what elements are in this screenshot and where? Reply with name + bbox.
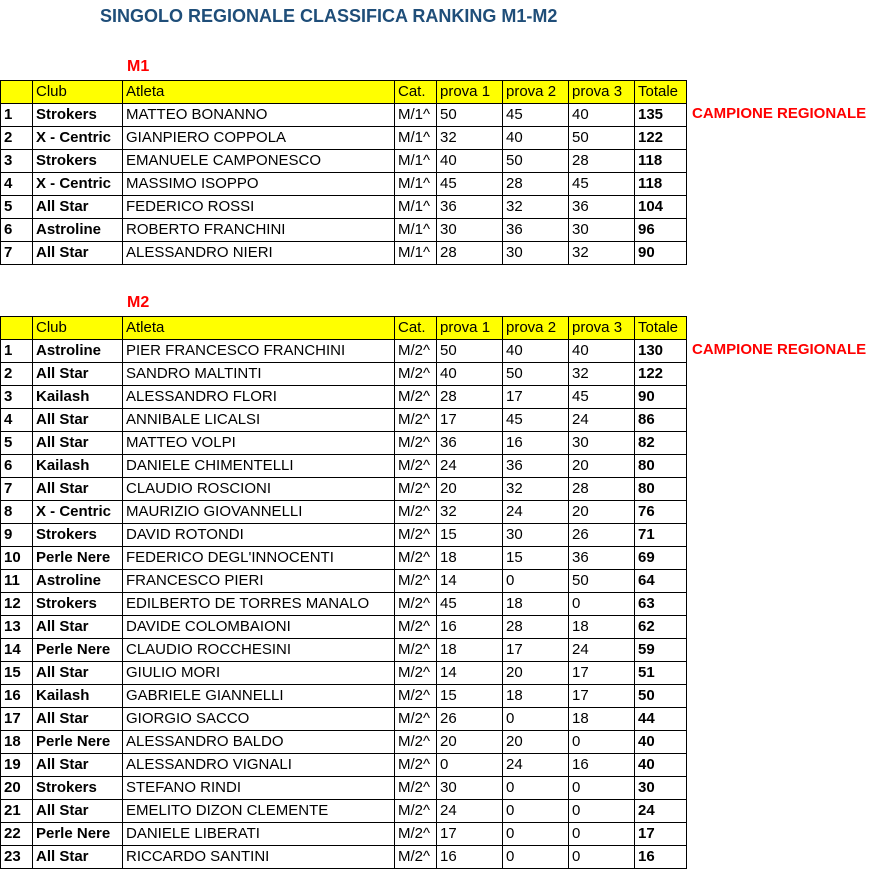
cell-rank: 16 [1,685,33,708]
table-row [1,593,687,616]
cell-prova-3: 0 [569,777,635,800]
cell-total: 62 [635,616,687,639]
header-prova-2: prova 2 [503,317,569,340]
cell-rank: 4 [1,409,33,432]
cell-club: All Star [33,409,123,432]
cell-category: M/2^ [395,685,437,708]
cell-prova-3: 18 [569,616,635,639]
cell-rank: 22 [1,823,33,846]
cell-prova-3: 30 [569,219,635,242]
cell-rank: 1 [1,104,33,127]
cell-prova-1: 45 [437,173,503,196]
cell-club: All Star [33,196,123,219]
cell-rank: 2 [1,127,33,150]
cell-club: X - Centric [33,127,123,150]
cell-prova-3: 30 [569,432,635,455]
table-row [1,478,687,501]
cell-club: Strokers [33,777,123,800]
cell-prova-1: 18 [437,639,503,662]
cell-rank: 2 [1,363,33,386]
cell-prova-2: 15 [503,547,569,570]
champion-label-m1: CAMPIONE REGIONALE [692,105,867,122]
table-row [1,731,687,754]
cell-category: M/2^ [395,731,437,754]
cell-category: M/2^ [395,708,437,731]
cell-rank: 17 [1,708,33,731]
cell-total: 118 [635,150,687,173]
cell-rank: 6 [1,219,33,242]
cell-club: X - Centric [33,173,123,196]
cell-total: 104 [635,196,687,219]
table-row [1,196,687,219]
table-row [1,104,687,127]
cell-total: 17 [635,823,687,846]
cell-club: Strokers [33,593,123,616]
cell-prova-3: 0 [569,731,635,754]
cell-prova-2: 45 [503,104,569,127]
cell-prova-3: 0 [569,823,635,846]
cell-prova-2: 50 [503,363,569,386]
cell-club: X - Centric [33,501,123,524]
cell-rank: 7 [1,478,33,501]
cell-prova-1: 32 [437,127,503,150]
header-club: Club [33,81,123,104]
cell-rank: 3 [1,150,33,173]
cell-total: 44 [635,708,687,731]
cell-athlete: DAVID ROTONDI [123,524,395,547]
cell-prova-1: 40 [437,363,503,386]
cell-total: 30 [635,777,687,800]
cell-club: Kailash [33,455,123,478]
cell-prova-3: 50 [569,127,635,150]
cell-total: 122 [635,363,687,386]
cell-prova-3: 40 [569,104,635,127]
cell-total: 96 [635,219,687,242]
cell-category: M/2^ [395,340,437,363]
ranking-table-m2 [0,316,687,869]
cell-athlete: GIANPIERO COPPOLA [123,127,395,150]
cell-prova-2: 50 [503,150,569,173]
header-athlete: Atleta [123,81,395,104]
cell-total: 59 [635,639,687,662]
cell-prova-1: 18 [437,547,503,570]
cell-category: M/2^ [395,639,437,662]
cell-prova-2: 0 [503,846,569,869]
cell-prova-1: 36 [437,432,503,455]
cell-prova-3: 20 [569,501,635,524]
cell-prova-3: 28 [569,150,635,173]
cell-prova-2: 30 [503,242,569,265]
cell-athlete: ROBERTO FRANCHINI [123,219,395,242]
table-row [1,547,687,570]
header-club: Club [33,317,123,340]
cell-club: Perle Nere [33,639,123,662]
table-row [1,708,687,731]
table-row [1,455,687,478]
table-row [1,173,687,196]
cell-prova-1: 20 [437,478,503,501]
table-row [1,386,687,409]
cell-athlete: EMELITO DIZON CLEMENTE [123,800,395,823]
cell-total: 64 [635,570,687,593]
cell-club: All Star [33,242,123,265]
cell-prova-2: 20 [503,731,569,754]
cell-prova-1: 0 [437,754,503,777]
cell-prova-1: 50 [437,104,503,127]
cell-prova-3: 0 [569,593,635,616]
cell-prova-3: 32 [569,363,635,386]
header-prova-3: prova 3 [569,81,635,104]
cell-total: 50 [635,685,687,708]
cell-athlete: FRANCESCO PIERI [123,570,395,593]
cell-prova-2: 16 [503,432,569,455]
cell-prova-2: 45 [503,409,569,432]
cell-prova-1: 20 [437,731,503,754]
cell-rank: 4 [1,173,33,196]
cell-rank: 5 [1,432,33,455]
table-row [1,127,687,150]
cell-category: M/1^ [395,150,437,173]
cell-category: M/2^ [395,570,437,593]
table-header-row [1,317,687,340]
cell-prova-2: 24 [503,754,569,777]
cell-rank: 20 [1,777,33,800]
cell-prova-1: 28 [437,386,503,409]
cell-total: 51 [635,662,687,685]
table-row [1,662,687,685]
cell-prova-1: 16 [437,616,503,639]
cell-prova-1: 14 [437,570,503,593]
cell-total: 24 [635,800,687,823]
cell-category: M/2^ [395,478,437,501]
cell-club: Perle Nere [33,823,123,846]
cell-athlete: DANIELE LIBERATI [123,823,395,846]
cell-rank: 14 [1,639,33,662]
cell-club: All Star [33,616,123,639]
cell-rank: 9 [1,524,33,547]
cell-category: M/2^ [395,432,437,455]
cell-club: Perle Nere [33,731,123,754]
cell-club: All Star [33,754,123,777]
cell-athlete: RICCARDO SANTINI [123,846,395,869]
cell-total: 80 [635,478,687,501]
table-row [1,242,687,265]
cell-prova-3: 18 [569,708,635,731]
cell-prova-2: 36 [503,219,569,242]
table-row [1,570,687,593]
header-category: Cat. [395,317,437,340]
cell-prova-1: 50 [437,340,503,363]
cell-prova-3: 17 [569,685,635,708]
cell-total: 76 [635,501,687,524]
header-total: Totale [635,317,687,340]
cell-prova-3: 32 [569,242,635,265]
cell-athlete: MATTEO BONANNO [123,104,395,127]
cell-category: M/1^ [395,173,437,196]
cell-prova-3: 0 [569,800,635,823]
cell-total: 40 [635,754,687,777]
champion-label-m2: CAMPIONE REGIONALE [692,341,867,358]
cell-category: M/2^ [395,800,437,823]
cell-prova-2: 0 [503,823,569,846]
cell-rank: 1 [1,340,33,363]
cell-prova-3: 26 [569,524,635,547]
cell-prova-3: 17 [569,662,635,685]
cell-prova-3: 36 [569,547,635,570]
cell-prova-1: 40 [437,150,503,173]
table-row [1,432,687,455]
cell-prova-2: 40 [503,127,569,150]
cell-prova-2: 20 [503,662,569,685]
cell-prova-3: 16 [569,754,635,777]
cell-prova-1: 17 [437,823,503,846]
cell-total: 80 [635,455,687,478]
page-title: SINGOLO REGIONALE CLASSIFICA RANKING M1-M2 [100,6,558,26]
table-row [1,754,687,777]
cell-athlete: EDILBERTO DE TORRES MANALO [123,593,395,616]
cell-club: Astroline [33,219,123,242]
cell-prova-2: 0 [503,708,569,731]
cell-club: All Star [33,363,123,386]
cell-prova-2: 24 [503,501,569,524]
cell-prova-2: 0 [503,570,569,593]
cell-prova-1: 15 [437,524,503,547]
cell-prova-2: 36 [503,455,569,478]
table-row [1,219,687,242]
cell-prova-1: 30 [437,777,503,800]
cell-prova-2: 28 [503,173,569,196]
cell-athlete: FEDERICO DEGL'INNOCENTI [123,547,395,570]
cell-rank: 23 [1,846,33,869]
cell-total: 40 [635,731,687,754]
cell-prova-2: 0 [503,777,569,800]
cell-prova-2: 17 [503,386,569,409]
cell-category: M/2^ [395,823,437,846]
cell-prova-2: 28 [503,616,569,639]
cell-club: All Star [33,478,123,501]
table-row [1,685,687,708]
cell-prova-3: 45 [569,173,635,196]
header-prova-1: prova 1 [437,81,503,104]
cell-category: M/2^ [395,777,437,800]
cell-category: M/2^ [395,593,437,616]
cell-prova-1: 26 [437,708,503,731]
section-label-m2: M2 [127,294,150,311]
table-row [1,524,687,547]
cell-club: Strokers [33,150,123,173]
cell-athlete: ALESSANDRO FLORI [123,386,395,409]
cell-rank: 6 [1,455,33,478]
cell-rank: 18 [1,731,33,754]
cell-prova-1: 14 [437,662,503,685]
cell-club: All Star [33,846,123,869]
table-row [1,777,687,800]
cell-prova-2: 40 [503,340,569,363]
cell-prova-3: 24 [569,409,635,432]
header-prova-1: prova 1 [437,317,503,340]
cell-category: M/1^ [395,127,437,150]
ranking-table-m1 [0,80,687,265]
cell-total: 69 [635,547,687,570]
section-label-m1: M1 [127,58,150,75]
cell-total: 16 [635,846,687,869]
cell-prova-2: 32 [503,478,569,501]
cell-prova-2: 17 [503,639,569,662]
table-header-row [1,81,687,104]
table-row [1,800,687,823]
cell-athlete: GIORGIO SACCO [123,708,395,731]
cell-athlete: MASSIMO ISOPPO [123,173,395,196]
cell-rank: 15 [1,662,33,685]
cell-category: M/2^ [395,386,437,409]
cell-category: M/1^ [395,196,437,219]
cell-prova-3: 36 [569,196,635,219]
table-row [1,616,687,639]
cell-rank: 13 [1,616,33,639]
cell-athlete: GABRIELE GIANNELLI [123,685,395,708]
cell-category: M/2^ [395,846,437,869]
cell-total: 90 [635,386,687,409]
cell-rank: 5 [1,196,33,219]
header-prova-2: prova 2 [503,81,569,104]
cell-category: M/2^ [395,363,437,386]
table-row [1,340,687,363]
cell-prova-1: 16 [437,846,503,869]
cell-category: M/2^ [395,616,437,639]
cell-club: All Star [33,662,123,685]
cell-athlete: MATTEO VOLPI [123,432,395,455]
cell-rank: 12 [1,593,33,616]
cell-prova-2: 18 [503,593,569,616]
cell-prova-3: 28 [569,478,635,501]
cell-athlete: FEDERICO ROSSI [123,196,395,219]
cell-prova-2: 30 [503,524,569,547]
cell-category: M/1^ [395,242,437,265]
cell-category: M/2^ [395,754,437,777]
cell-prova-1: 45 [437,593,503,616]
header-athlete: Atleta [123,317,395,340]
cell-prova-3: 24 [569,639,635,662]
cell-rank: 19 [1,754,33,777]
cell-total: 86 [635,409,687,432]
cell-club: Strokers [33,524,123,547]
cell-club: Astroline [33,570,123,593]
cell-athlete: PIER FRANCESCO FRANCHINI [123,340,395,363]
cell-prova-1: 28 [437,242,503,265]
cell-total: 118 [635,173,687,196]
cell-club: Kailash [33,685,123,708]
table-row [1,150,687,173]
cell-total: 63 [635,593,687,616]
table-row [1,501,687,524]
cell-category: M/2^ [395,662,437,685]
cell-athlete: MAURIZIO GIOVANNELLI [123,501,395,524]
cell-category: M/2^ [395,501,437,524]
table-row [1,639,687,662]
cell-prova-3: 40 [569,340,635,363]
cell-athlete: EMANUELE CAMPONESCO [123,150,395,173]
cell-prova-2: 32 [503,196,569,219]
cell-athlete: ALESSANDRO NIERI [123,242,395,265]
cell-athlete: SANDRO MALTINTI [123,363,395,386]
cell-prova-3: 0 [569,846,635,869]
cell-total: 71 [635,524,687,547]
cell-prova-1: 15 [437,685,503,708]
cell-total: 90 [635,242,687,265]
cell-total: 122 [635,127,687,150]
cell-category: M/2^ [395,547,437,570]
cell-category: M/1^ [395,219,437,242]
cell-total: 135 [635,104,687,127]
header-rank [1,81,33,104]
cell-prova-1: 24 [437,800,503,823]
cell-category: M/2^ [395,409,437,432]
cell-club: All Star [33,800,123,823]
cell-rank: 10 [1,547,33,570]
table-row [1,363,687,386]
cell-category: M/2^ [395,524,437,547]
cell-athlete: DANIELE CHIMENTELLI [123,455,395,478]
cell-prova-3: 20 [569,455,635,478]
cell-rank: 11 [1,570,33,593]
cell-prova-1: 32 [437,501,503,524]
cell-athlete: ALESSANDRO VIGNALI [123,754,395,777]
cell-athlete: GIULIO MORI [123,662,395,685]
cell-club: Perle Nere [33,547,123,570]
cell-rank: 7 [1,242,33,265]
cell-rank: 21 [1,800,33,823]
cell-athlete: ALESSANDRO BALDO [123,731,395,754]
cell-total: 130 [635,340,687,363]
cell-prova-1: 30 [437,219,503,242]
cell-club: Kailash [33,386,123,409]
cell-prova-1: 17 [437,409,503,432]
table-row [1,823,687,846]
cell-prova-1: 36 [437,196,503,219]
cell-club: All Star [33,432,123,455]
cell-rank: 3 [1,386,33,409]
header-rank [1,317,33,340]
cell-club: Strokers [33,104,123,127]
table-row [1,409,687,432]
cell-prova-1: 24 [437,455,503,478]
cell-athlete: DAVIDE COLOMBAIONI [123,616,395,639]
cell-prova-2: 0 [503,800,569,823]
cell-prova-3: 45 [569,386,635,409]
cell-prova-3: 50 [569,570,635,593]
cell-rank: 8 [1,501,33,524]
cell-athlete: CLAUDIO ROSCIONI [123,478,395,501]
cell-club: Astroline [33,340,123,363]
header-total: Totale [635,81,687,104]
cell-category: M/2^ [395,455,437,478]
cell-athlete: STEFANO RINDI [123,777,395,800]
cell-club: All Star [33,708,123,731]
header-prova-3: prova 3 [569,317,635,340]
cell-category: M/1^ [395,104,437,127]
cell-prova-2: 18 [503,685,569,708]
table-row [1,846,687,869]
header-category: Cat. [395,81,437,104]
cell-athlete: CLAUDIO ROCCHESINI [123,639,395,662]
cell-total: 82 [635,432,687,455]
cell-athlete: ANNIBALE LICALSI [123,409,395,432]
